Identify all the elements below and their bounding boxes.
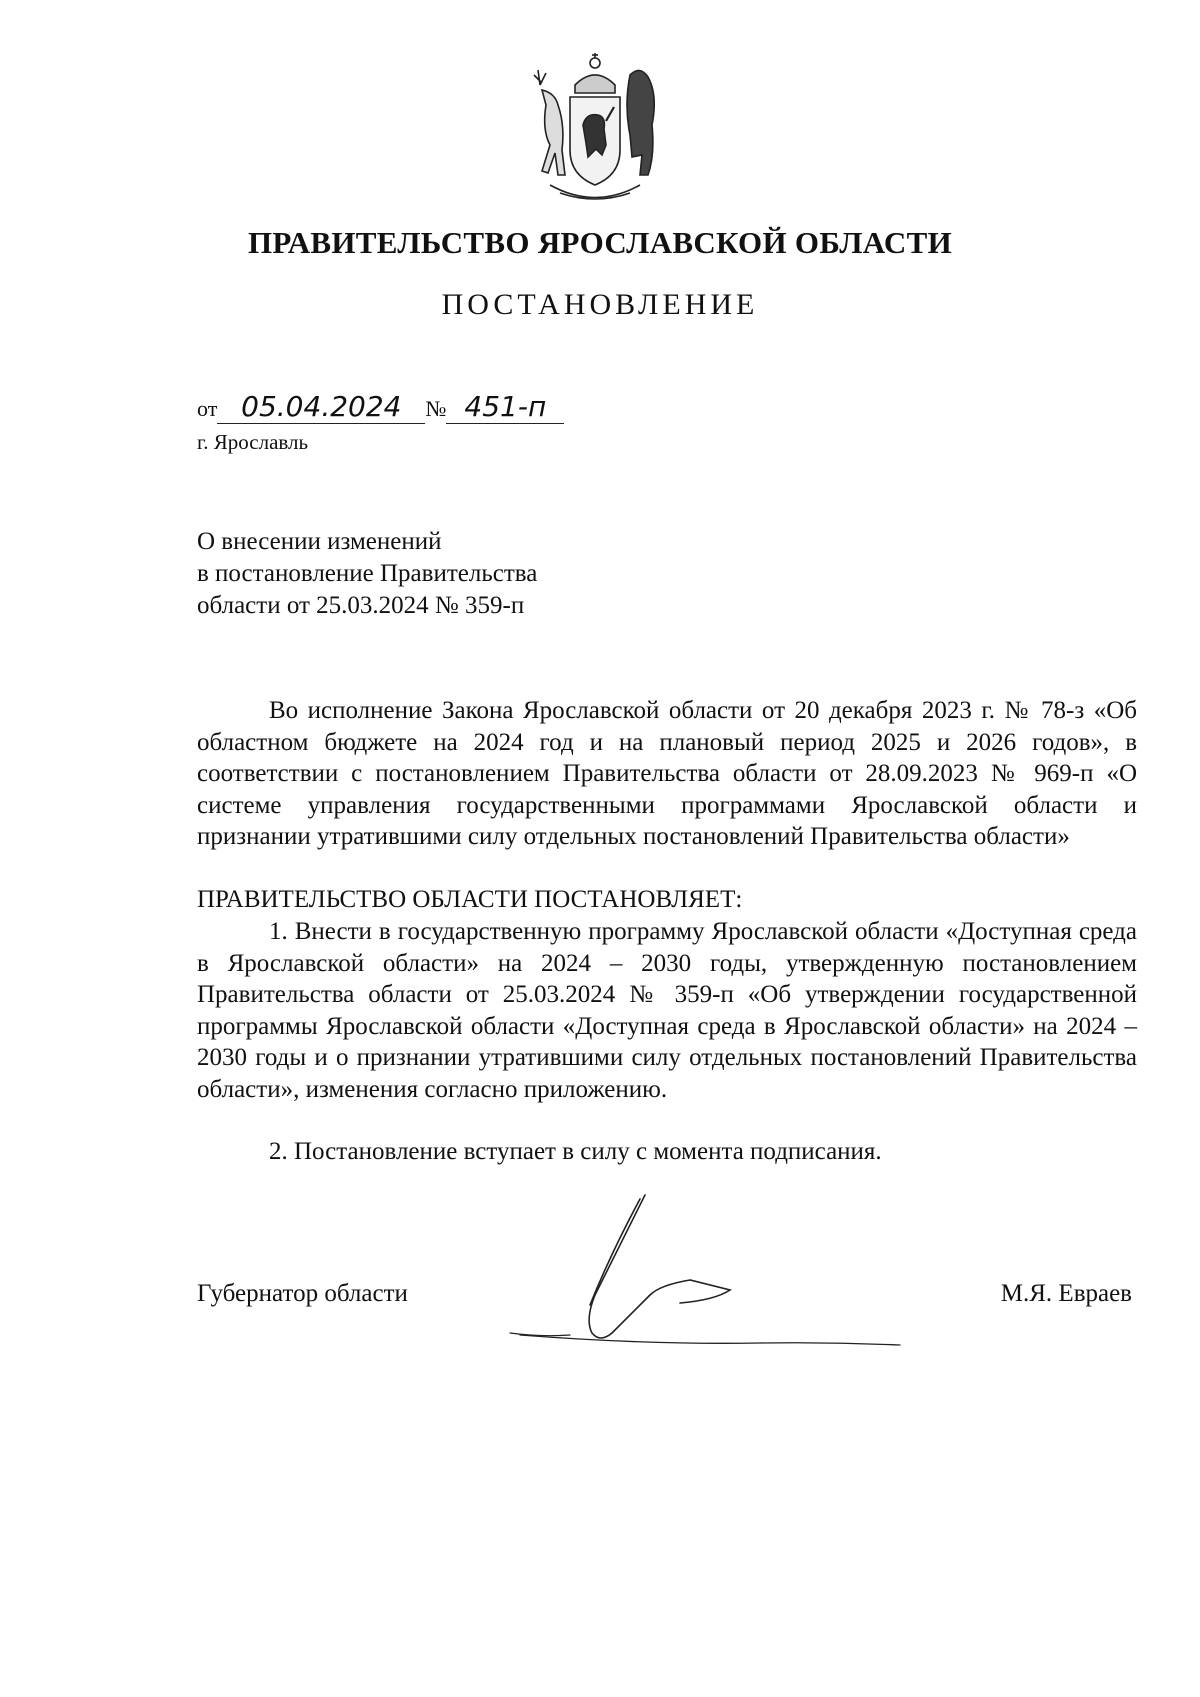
handwritten-date: 05.04.2024 — [217, 390, 425, 424]
from-label: от — [197, 396, 218, 421]
subject-line-3: области от 25.03.2024 № 359-п — [197, 592, 525, 619]
handwritten-signature-icon — [500, 1185, 920, 1360]
subject-line-1: О внесении изменений — [197, 528, 442, 555]
subject-line-2: в постановление Правительства — [197, 560, 538, 587]
coat-of-arms-icon — [520, 45, 670, 210]
resolves-line: ПРАВИТЕЛЬСТВО ОБЛАСТИ ПОСТАНОВЛЯЕТ: — [197, 886, 743, 913]
registration-line — [197, 390, 564, 424]
government-title: ПРАВИТЕЛЬСТВО ЯРОСЛАВСКОЙ ОБЛАСТИ — [248, 225, 952, 260]
preamble-paragraph: Во исполнение Закона Ярославской области от 20 декабря 2023 г. № 78-з «Об областном бюджете на 2024 год и на плановый период 2025 и 2026 годов», в соответствии с постановлением Правительства области от 28.09.2023 № 969-п «О системе управления государственными программами Ярославской области и признании утратившими силу отдельных постановлений Правительства области» — [197, 697, 1137, 850]
handwritten-number: 451-п — [446, 390, 564, 424]
number-label: № — [425, 396, 447, 421]
item-2-paragraph: 2. Постановление вступает в силу с момента подписания. — [269, 1138, 882, 1165]
signatory-name: М.Я. Евраев — [1000, 1280, 1132, 1307]
city: г. Ярославль — [197, 430, 309, 454]
item-1-paragraph: 1. Внести в государственную программу Ярославской области «Доступная среда в Ярославской области» на 2024 – 2030 годы, утвержденную постановлением Правительства области от 25.03.2024 № 359-п «Об утверждении государственной программы Ярославской области «Доступная среда в Ярославской области» на 2024 – 2030 годы и о признании утратившими силу отдельных постановлений Правительства области», изменения согласно приложению. — [197, 918, 1137, 1103]
signatory-position: Губернатор области — [197, 1280, 408, 1307]
document-type: ПОСТАНОВЛЕНИЕ — [441, 288, 759, 321]
